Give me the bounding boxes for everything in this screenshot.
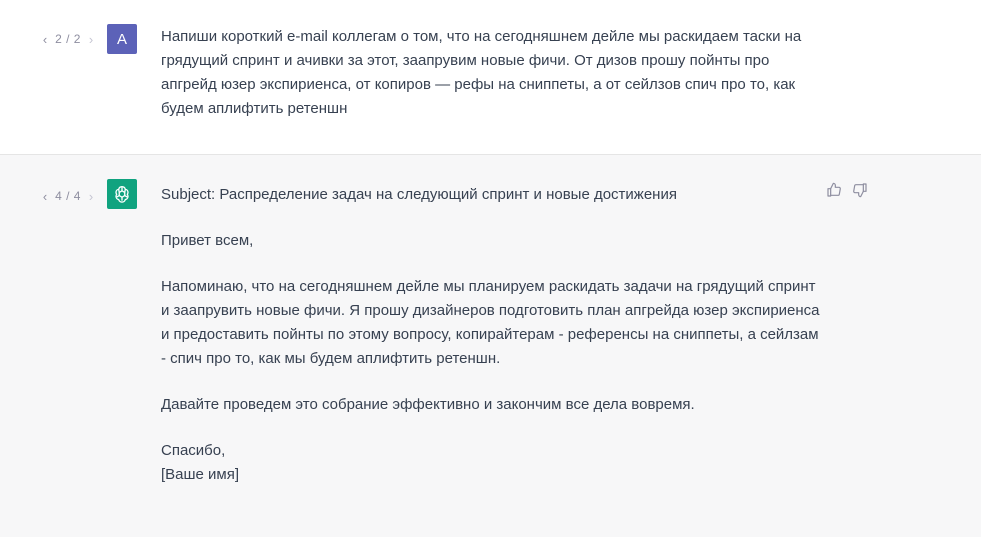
next-response-button[interactable]: ›	[88, 188, 94, 204]
email-closing: Давайте проведем это собрание эффективно и закончим все дела вовремя.	[161, 396, 695, 413]
assistant-message-text	[161, 183, 821, 487]
openai-logo-icon	[112, 184, 132, 204]
version-count: 2 / 2	[55, 32, 81, 46]
thumbs-up-icon[interactable]	[826, 182, 842, 198]
user-avatar-letter: A	[116, 30, 127, 48]
user-message-pager	[40, 31, 96, 47]
feedback-buttons	[826, 182, 868, 198]
email-greeting: Привет всем,	[161, 232, 254, 249]
assistant-avatar	[107, 179, 137, 209]
response-count: 4 / 4	[55, 189, 81, 203]
email-thanks: Спасибо,	[161, 442, 226, 459]
email-body: Напоминаю, что на сегодняшнем дейле мы планируем раскидать задачи на грядущий спринт и заапрувить новые фичи. Я прошу дизайнеров подготовить план апгрейда юзер экспириенса и предоставить пойнты по этому вопросу, копирайтерам - референсы на сниппеты, а сейлзам - спич про то, как мы будем аплифтить ретеншн.	[161, 278, 820, 367]
assistant-message-pager	[40, 188, 96, 204]
prev-response-button[interactable]: ‹	[42, 188, 48, 204]
user-message	[0, 0, 981, 155]
thumbs-down-icon[interactable]	[852, 182, 868, 198]
user-avatar	[107, 24, 137, 54]
user-message-paragraph: Напиши короткий e-mail коллегам о том, что на сегодняшнем дейле мы раскидаем таски на грядущий спринт и ачивки за этот, заапрувим новые фичи. От дизов прошу пойнты про апгрейд юзер экспириенса, от копиров — рефы на сниппеты, а от сейлзов спич про то, как будем аплифтить ретеншн	[161, 28, 802, 117]
prev-version-button[interactable]: ‹	[42, 31, 48, 47]
next-version-button[interactable]: ›	[88, 31, 94, 47]
user-message-text	[161, 25, 821, 121]
email-subject: Subject: Распределение задач на следующий спринт и новые достижения	[161, 186, 677, 203]
email-signature: [Ваше имя]	[161, 466, 240, 483]
